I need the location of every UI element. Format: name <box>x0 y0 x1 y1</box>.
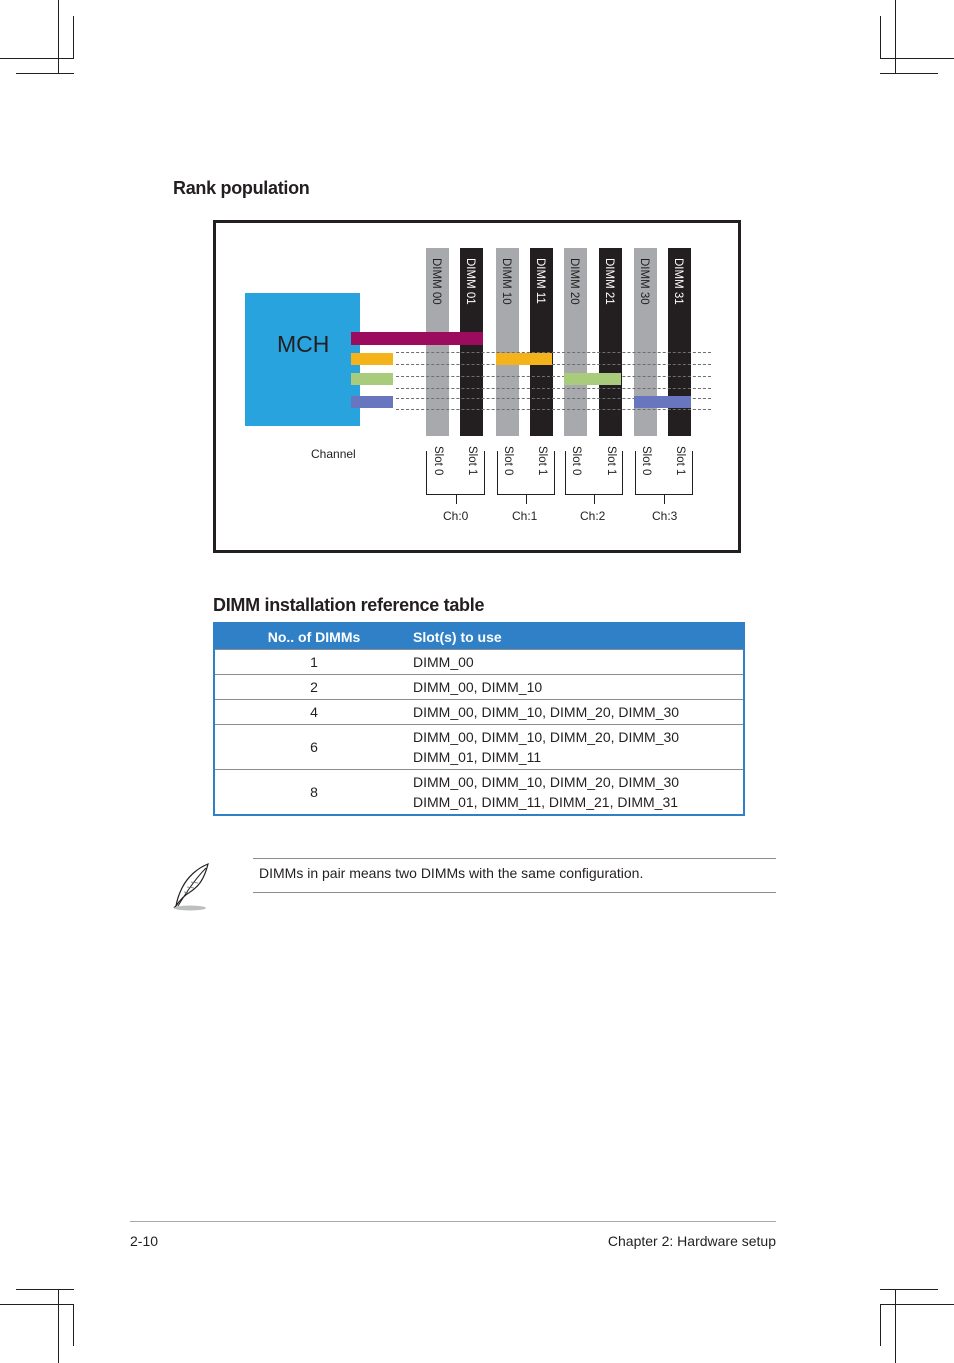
table-row <box>214 770 744 816</box>
footer-rule <box>130 1221 776 1222</box>
dimm-31: DIMM 31 <box>668 248 691 436</box>
channel-label: Channel <box>311 447 356 461</box>
channel-0-label: Ch:0 <box>443 509 469 523</box>
slots-cell <box>413 770 744 816</box>
slots-cell <box>413 725 744 770</box>
channel-2-label: Ch:2 <box>580 509 606 523</box>
channel-guide-line <box>396 352 711 353</box>
table-header-row <box>214 623 744 650</box>
slots-line: DIMM_00 <box>413 654 474 670</box>
table-row <box>214 700 744 725</box>
slots-cell <box>413 650 744 675</box>
slot-label: Slot 0 <box>502 446 514 476</box>
slots-cell <box>413 700 744 725</box>
channel-guide-line <box>396 388 711 389</box>
slots-line: DIMM_00, DIMM_10, DIMM_20, DIMM_30 <box>413 774 680 790</box>
bracket-tick <box>456 495 457 504</box>
dimm-11: DIMM 11 <box>530 248 553 436</box>
channel-guide-line <box>396 364 711 365</box>
slot-label: Slot 1 <box>536 446 548 476</box>
channel-bracket <box>426 451 485 495</box>
chapter-title: Chapter 2: Hardware setup <box>607 1233 776 1249</box>
dimm-installation-table <box>213 622 745 816</box>
dimm-count-cell: 8 <box>214 770 413 816</box>
mch-block <box>245 293 360 426</box>
slot-label: Slot 0 <box>570 446 582 476</box>
channel-1-label: Ch:1 <box>512 509 538 523</box>
channel-2-bar-dimm <box>564 373 621 385</box>
channel-3-bar-dimm <box>634 396 691 408</box>
slot-label: Slot 1 <box>466 446 478 476</box>
dimm-count-cell: 1 <box>214 650 413 675</box>
dimm-table-title: DIMM installation reference table <box>213 595 485 615</box>
note-text: DIMMs in pair means two DIMMs with the same configuration. <box>259 865 644 881</box>
page-number: 2-10 <box>130 1233 159 1249</box>
slot-label: Slot 0 <box>432 446 444 476</box>
dimm-count-cell: 4 <box>214 700 413 725</box>
slots-line: DIMM_01, DIMM_11 <box>413 749 542 765</box>
slots-line: DIMM_00, DIMM_10, DIMM_20, DIMM_30 <box>413 704 680 720</box>
channel-1-bar <box>351 353 393 365</box>
dimm-30: DIMM 30 <box>634 248 657 436</box>
dimm-00: DIMM 00 <box>426 248 449 436</box>
rank-population-title: Rank population <box>173 178 310 198</box>
bracket-tick <box>526 495 527 504</box>
bracket-tick <box>664 495 665 504</box>
slots-cell <box>413 675 744 700</box>
channel-3-bar <box>351 396 393 408</box>
channel-1-bar-dimm <box>496 353 552 365</box>
quill-pen-icon <box>170 862 212 912</box>
dimm-count-cell: 2 <box>214 675 413 700</box>
channel-bracket <box>497 451 555 495</box>
rank-population-diagram <box>213 220 741 553</box>
note-top-rule <box>253 858 776 859</box>
dimm-count-cell: 6 <box>214 725 413 770</box>
slots-line: DIMM_01, DIMM_11, DIMM_21, DIMM_31 <box>413 794 679 810</box>
slot-label: Slot 0 <box>640 446 652 476</box>
channel-2-bar <box>351 373 393 385</box>
channel-3-label: Ch:3 <box>652 509 678 523</box>
column-header: No.. of DIMMs <box>214 623 413 650</box>
slot-label: Slot 1 <box>674 446 686 476</box>
slot-label: Slot 1 <box>605 446 617 476</box>
note-bottom-rule <box>253 892 776 893</box>
dimm-20: DIMM 20 <box>564 248 587 436</box>
dimm-10: DIMM 10 <box>496 248 519 436</box>
bracket-tick <box>594 495 595 504</box>
channel-guide-line <box>396 409 711 410</box>
slots-line: DIMM_00, DIMM_10 <box>413 679 543 695</box>
table-row <box>214 725 744 770</box>
channel-0-bar <box>351 332 483 345</box>
dimm-21: DIMM 21 <box>599 248 622 436</box>
slots-line: DIMM_00, DIMM_10, DIMM_20, DIMM_30 <box>413 729 680 745</box>
mch-label: MCH <box>277 331 330 357</box>
channel-guide-line <box>396 376 711 377</box>
channel-bracket <box>565 451 623 495</box>
table-row <box>214 650 744 675</box>
channel-bracket <box>635 451 693 495</box>
dimm-01: DIMM 01 <box>460 248 483 436</box>
column-header: Slot(s) to use <box>413 623 744 650</box>
table-row <box>214 675 744 700</box>
